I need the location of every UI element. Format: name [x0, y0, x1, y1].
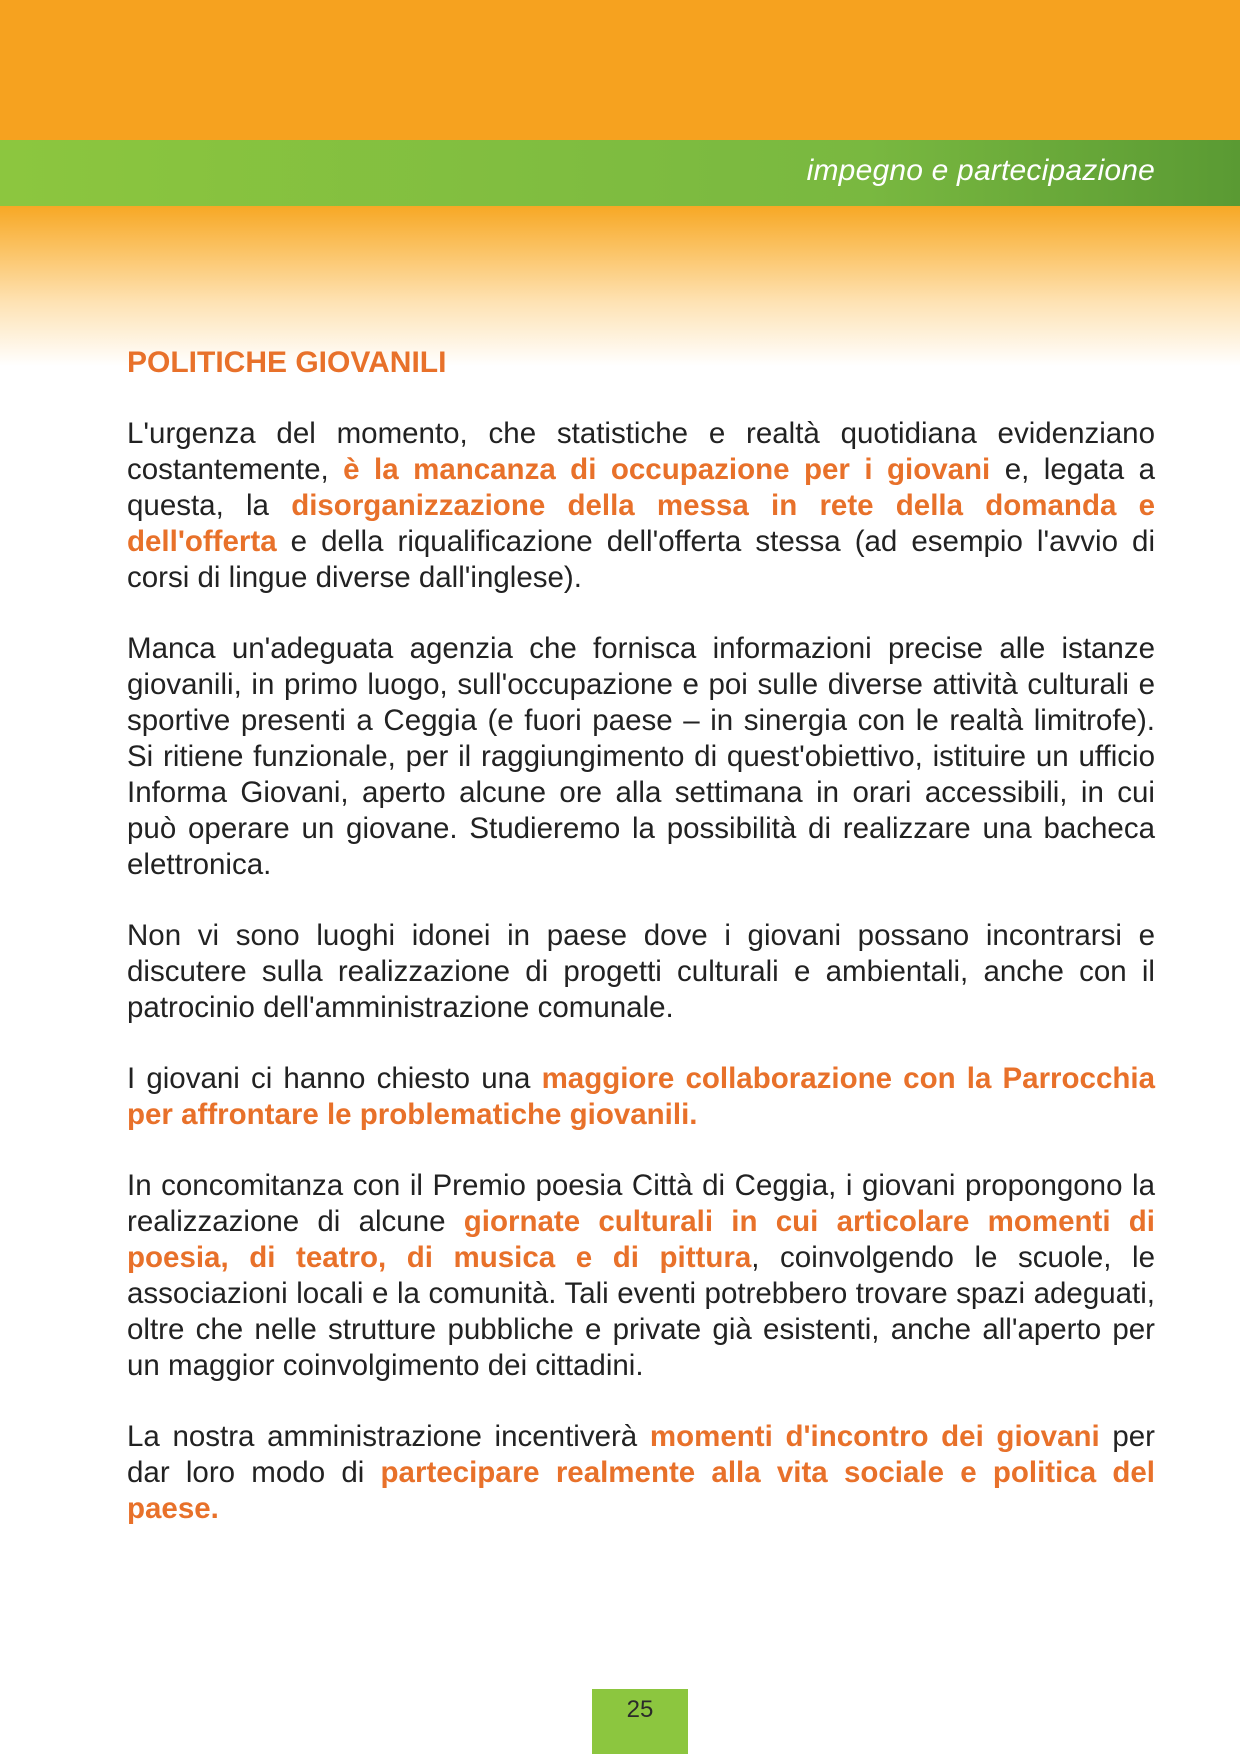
header-gradient-fade — [0, 206, 1240, 366]
page-number: 25 — [592, 1689, 688, 1754]
paragraph-informa-giovani — [127, 631, 1155, 883]
paragraph-meeting-places — [127, 918, 1155, 1026]
body-text: e, legata a questa, la — [127, 453, 1156, 522]
body-text: per dar loro modo di — [127, 1420, 1156, 1489]
highlighted-text: partecipare realmente alla vita sociale e politica del paese. — [127, 1456, 1155, 1525]
highlighted-text: momenti d'incontro dei giovani — [649, 1420, 1100, 1453]
body-text: Manca un'adeguata agenzia che fornisca informazioni precise alle istanze giovanili, in primo luogo, sull'occupazione e poi sulle diverse attività culturali e sportive presenti a Ceggia (e fuori paese – in sinergia con le realtà limitrofe). Si ritiene funzionale, per il raggiungimento di quest'obiettivo, istituire un ufficio Informa Giovani, aperto alcune ore alla settimana in orari accessibili, in cui può operare un giovane. Studieremo la possibilità di realizzare una bacheca elettronica. — [127, 632, 1155, 881]
highlighted-text: giornate culturali in cui articolare momenti di poesia, di teatro, di musica e di pittura — [127, 1205, 1155, 1274]
highlighted-text: è la mancanza di occupazione per i giovani — [343, 453, 991, 486]
body-text: Non vi sono luoghi idonei in paese dove i giovani possano incontrarsi e discutere sulla realizzazione di progetti culturali e ambientali, anche con il patrocinio dell'amministrazione comunale. — [127, 919, 1155, 1024]
body-text: , coinvolgendo le scuole, le associazioni locali e la comunità. Tali eventi potrebbero trovare spazi adeguati, oltre che nelle strutture pubbliche e private già esistenti, anche all'aperto per un maggior coinvolgimento dei cittadini. — [127, 1241, 1156, 1382]
highlighted-text: maggiore collaborazione con la Parrocchia per affrontare le problematiche giovanili. — [127, 1062, 1155, 1131]
article-heading: POLITICHE GIOVANILI — [127, 346, 447, 379]
section-title: impegno e partecipazione — [806, 154, 1155, 187]
highlighted-text: disorganizzazione della messa in rete della domanda e dell'offerta — [127, 489, 1155, 558]
body-text: In concomitanza con il Premio poesia Città di Ceggia, i giovani propongono la realizzazione di alcune — [127, 1169, 1155, 1238]
body-text: I giovani ci hanno chiesto una — [127, 1062, 542, 1095]
body-text: La nostra amministrazione incentiverà — [127, 1420, 650, 1453]
paragraph-unemployment — [127, 416, 1155, 596]
body-text: L'urgenza del momento, che statistiche e realtà quotidiana evidenziano costantemente, — [127, 417, 1155, 486]
paragraph-cultural-days — [127, 1168, 1155, 1384]
header-orange-band — [0, 0, 1240, 140]
body-text: e della riqualificazione dell'offerta stessa (ad esempio l'avvio di corsi di lingue diverse dall'inglese). — [127, 525, 1155, 594]
article-body — [127, 345, 1155, 1562]
paragraph-participation — [127, 1419, 1155, 1527]
paragraph-parish — [127, 1061, 1155, 1133]
